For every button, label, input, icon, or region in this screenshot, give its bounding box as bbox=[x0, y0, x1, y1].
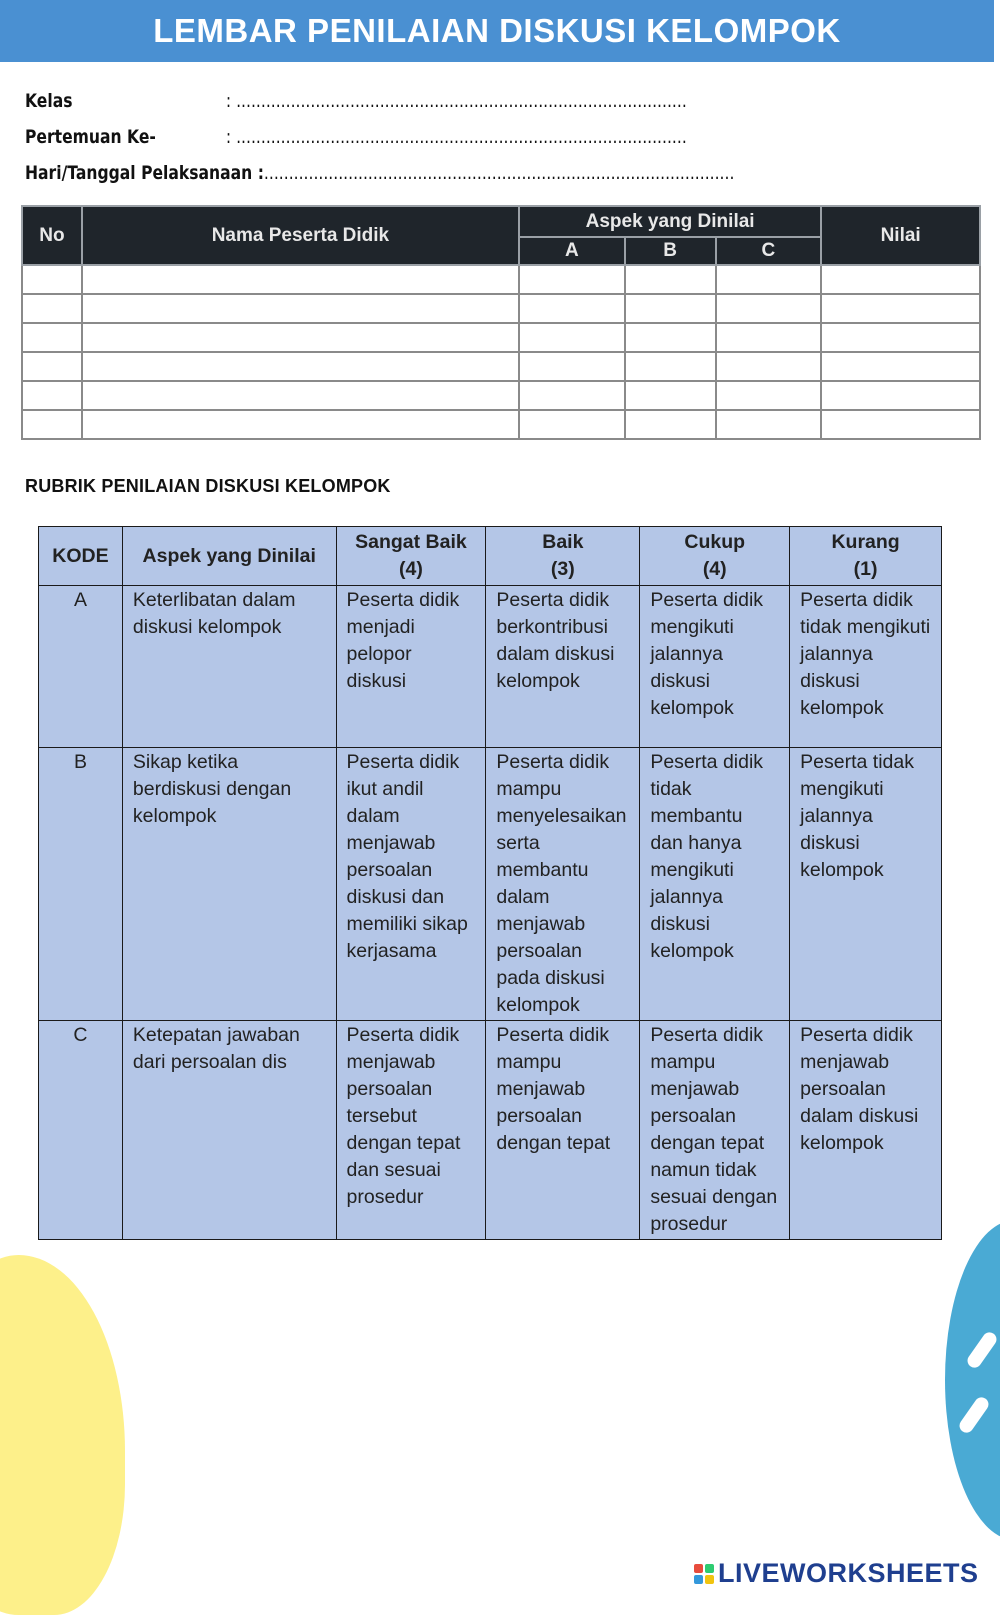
rubrik-kode: B bbox=[39, 748, 123, 1021]
rubrik-title: RUBRIK PENILAIAN DISKUSI KELOMPOK bbox=[25, 476, 391, 496]
score-table bbox=[21, 205, 981, 440]
rubrik-header-aspek: Aspek yang Dinilai bbox=[122, 527, 336, 586]
cell-a[interactable] bbox=[519, 410, 625, 439]
page-title: LEMBAR PENILAIAN DISKUSI KELOMPOK bbox=[0, 0, 994, 62]
cell-nilai[interactable] bbox=[821, 381, 980, 410]
cell-b[interactable] bbox=[625, 381, 716, 410]
rubrik-kode: A bbox=[39, 586, 123, 748]
liveworksheets-logo[interactable] bbox=[694, 1558, 979, 1589]
header-a: A bbox=[519, 237, 625, 265]
cell-a[interactable] bbox=[519, 294, 625, 323]
brush-stroke bbox=[965, 1330, 999, 1371]
cell-nama[interactable] bbox=[82, 410, 519, 439]
cell-c[interactable] bbox=[716, 352, 822, 381]
cell-no[interactable] bbox=[22, 265, 82, 294]
cell-nama[interactable] bbox=[82, 265, 519, 294]
rubrik-kurang: Peserta tidak mengikuti jalannya diskusi kelompok bbox=[790, 748, 942, 1021]
rubrik-sangat-baik: Peserta didik menjawab persoalan tersebut dengan tepat dan sesuai prosedur bbox=[336, 1021, 486, 1240]
yellow-decoration bbox=[0, 1255, 125, 1615]
cell-c[interactable] bbox=[716, 323, 822, 352]
cell-b[interactable] bbox=[625, 352, 716, 381]
cell-no[interactable] bbox=[22, 323, 82, 352]
cell-nilai[interactable] bbox=[821, 410, 980, 439]
rubrik-baik: Peserta didik berkontribusi dalam diskusi kelompok bbox=[486, 586, 640, 748]
baik-label: Baik bbox=[542, 531, 584, 553]
cell-c[interactable] bbox=[716, 294, 822, 323]
cell-a[interactable] bbox=[519, 323, 625, 352]
table-row bbox=[22, 265, 980, 294]
rubrik-kurang: Peserta didik tidak mengikuti jalannya diskusi kelompok bbox=[790, 586, 942, 748]
pertemuan-label: Pertemuan Ke- bbox=[25, 126, 156, 148]
cell-nama[interactable] bbox=[82, 352, 519, 381]
sangat-baik-score: (4) bbox=[399, 558, 423, 580]
cell-nilai[interactable] bbox=[821, 265, 980, 294]
rubrik-baik: Peserta didik mampu menyelesaikan serta membantu dalam menjawab persoalan pada diskusi kelompok bbox=[486, 748, 640, 1021]
rubrik-baik: Peserta didik mampu menjawab persoalan dengan tepat bbox=[486, 1021, 640, 1240]
cukup-score: (4) bbox=[702, 558, 727, 580]
cell-nilai[interactable] bbox=[821, 323, 980, 352]
logo-text: LIVEWORKSHEETS bbox=[718, 1558, 979, 1588]
rubrik-header-baik bbox=[486, 527, 640, 586]
rubrik-row-c bbox=[39, 1021, 942, 1240]
rubrik-sangat-baik: Peserta didik menjadi pelopor diskusi bbox=[336, 586, 486, 748]
rubrik-aspek: Sikap ketika berdiskusi dengan kelompok bbox=[122, 748, 336, 1021]
rubrik-cukup: Peserta didik mampu menjawab persoalan dengan tepat namun tidak sesuai dengan prosedur bbox=[640, 1021, 790, 1240]
tanggal-blank[interactable]: ............................................................................................... bbox=[263, 162, 735, 184]
cell-nilai[interactable] bbox=[821, 294, 980, 323]
cell-a[interactable] bbox=[519, 265, 625, 294]
kurang-score: (1) bbox=[853, 558, 878, 580]
rubrik-aspek: Keterlibatan dalam diskusi kelompok bbox=[122, 586, 336, 748]
rubrik-row-b bbox=[39, 748, 942, 1021]
header-no: No bbox=[22, 206, 82, 265]
pertemuan-blank[interactable]: : ........................................................................................... bbox=[225, 126, 687, 148]
kelas-label: Kelas bbox=[25, 90, 73, 112]
header-aspek: Aspek yang Dinilai bbox=[519, 206, 821, 237]
cell-b[interactable] bbox=[625, 323, 716, 352]
cell-c[interactable] bbox=[716, 410, 822, 439]
rubrik-cukup: Peserta didik mengikuti jalannya diskusi kelompok bbox=[640, 586, 790, 748]
cukup-label: Cukup bbox=[684, 531, 746, 553]
baik-score: (3) bbox=[550, 558, 575, 580]
rubrik-kode: C bbox=[39, 1021, 123, 1240]
table-row bbox=[22, 410, 980, 439]
tanggal-field[interactable] bbox=[25, 162, 734, 184]
tanggal-label: Hari/Tanggal Pelaksanaan : bbox=[25, 162, 264, 184]
brush-stroke bbox=[957, 1395, 991, 1436]
kurang-label: Kurang bbox=[831, 531, 900, 553]
rubrik-header-sangat-baik bbox=[336, 527, 486, 586]
cell-nama[interactable] bbox=[82, 294, 519, 323]
rubrik-header-kurang bbox=[790, 527, 942, 586]
cell-a[interactable] bbox=[519, 381, 625, 410]
header-nama: Nama Peserta Didik bbox=[82, 206, 519, 265]
cell-nama[interactable] bbox=[82, 323, 519, 352]
cell-nama[interactable] bbox=[82, 381, 519, 410]
cell-no[interactable] bbox=[22, 352, 82, 381]
blue-decoration bbox=[945, 1220, 1000, 1540]
pertemuan-field[interactable] bbox=[25, 126, 687, 148]
cell-c[interactable] bbox=[716, 381, 822, 410]
header-b: B bbox=[625, 237, 716, 265]
rubrik-sangat-baik: Peserta didik ikut andil dalam menjawab persoalan diskusi dan memiliki sikap kerjasama bbox=[336, 748, 486, 1021]
table-row bbox=[22, 352, 980, 381]
rubrik-row-a bbox=[39, 586, 942, 748]
rubrik-aspek: Ketepatan jawaban dari persoalan dis bbox=[122, 1021, 336, 1240]
rubrik-kurang: Peserta didik menjawab persoalan dalam diskusi kelompok bbox=[790, 1021, 942, 1240]
rubrik-header-kode: KODE bbox=[39, 527, 123, 586]
table-row bbox=[22, 381, 980, 410]
cell-b[interactable] bbox=[625, 410, 716, 439]
kelas-field[interactable] bbox=[25, 90, 687, 112]
rubrik-cukup: Peserta didik tidak membantu dan hanya mengikuti jalannya diskusi kelompok bbox=[640, 748, 790, 1021]
cell-a[interactable] bbox=[519, 352, 625, 381]
rubrik-header-cukup bbox=[640, 527, 790, 586]
kelas-blank[interactable]: : ........................................................................................... bbox=[225, 90, 687, 112]
logo-icon bbox=[694, 1564, 714, 1584]
cell-c[interactable] bbox=[716, 265, 822, 294]
table-row bbox=[22, 323, 980, 352]
cell-b[interactable] bbox=[625, 294, 716, 323]
cell-nilai[interactable] bbox=[821, 352, 980, 381]
header-c: C bbox=[716, 237, 822, 265]
table-row bbox=[22, 294, 980, 323]
cell-no[interactable] bbox=[22, 294, 82, 323]
cell-b[interactable] bbox=[625, 265, 716, 294]
sangat-baik-label: Sangat Baik bbox=[355, 531, 467, 553]
rubrik-table bbox=[38, 526, 942, 1240]
header-nilai: Nilai bbox=[821, 206, 980, 265]
cell-no[interactable] bbox=[22, 410, 82, 439]
cell-no[interactable] bbox=[22, 381, 82, 410]
